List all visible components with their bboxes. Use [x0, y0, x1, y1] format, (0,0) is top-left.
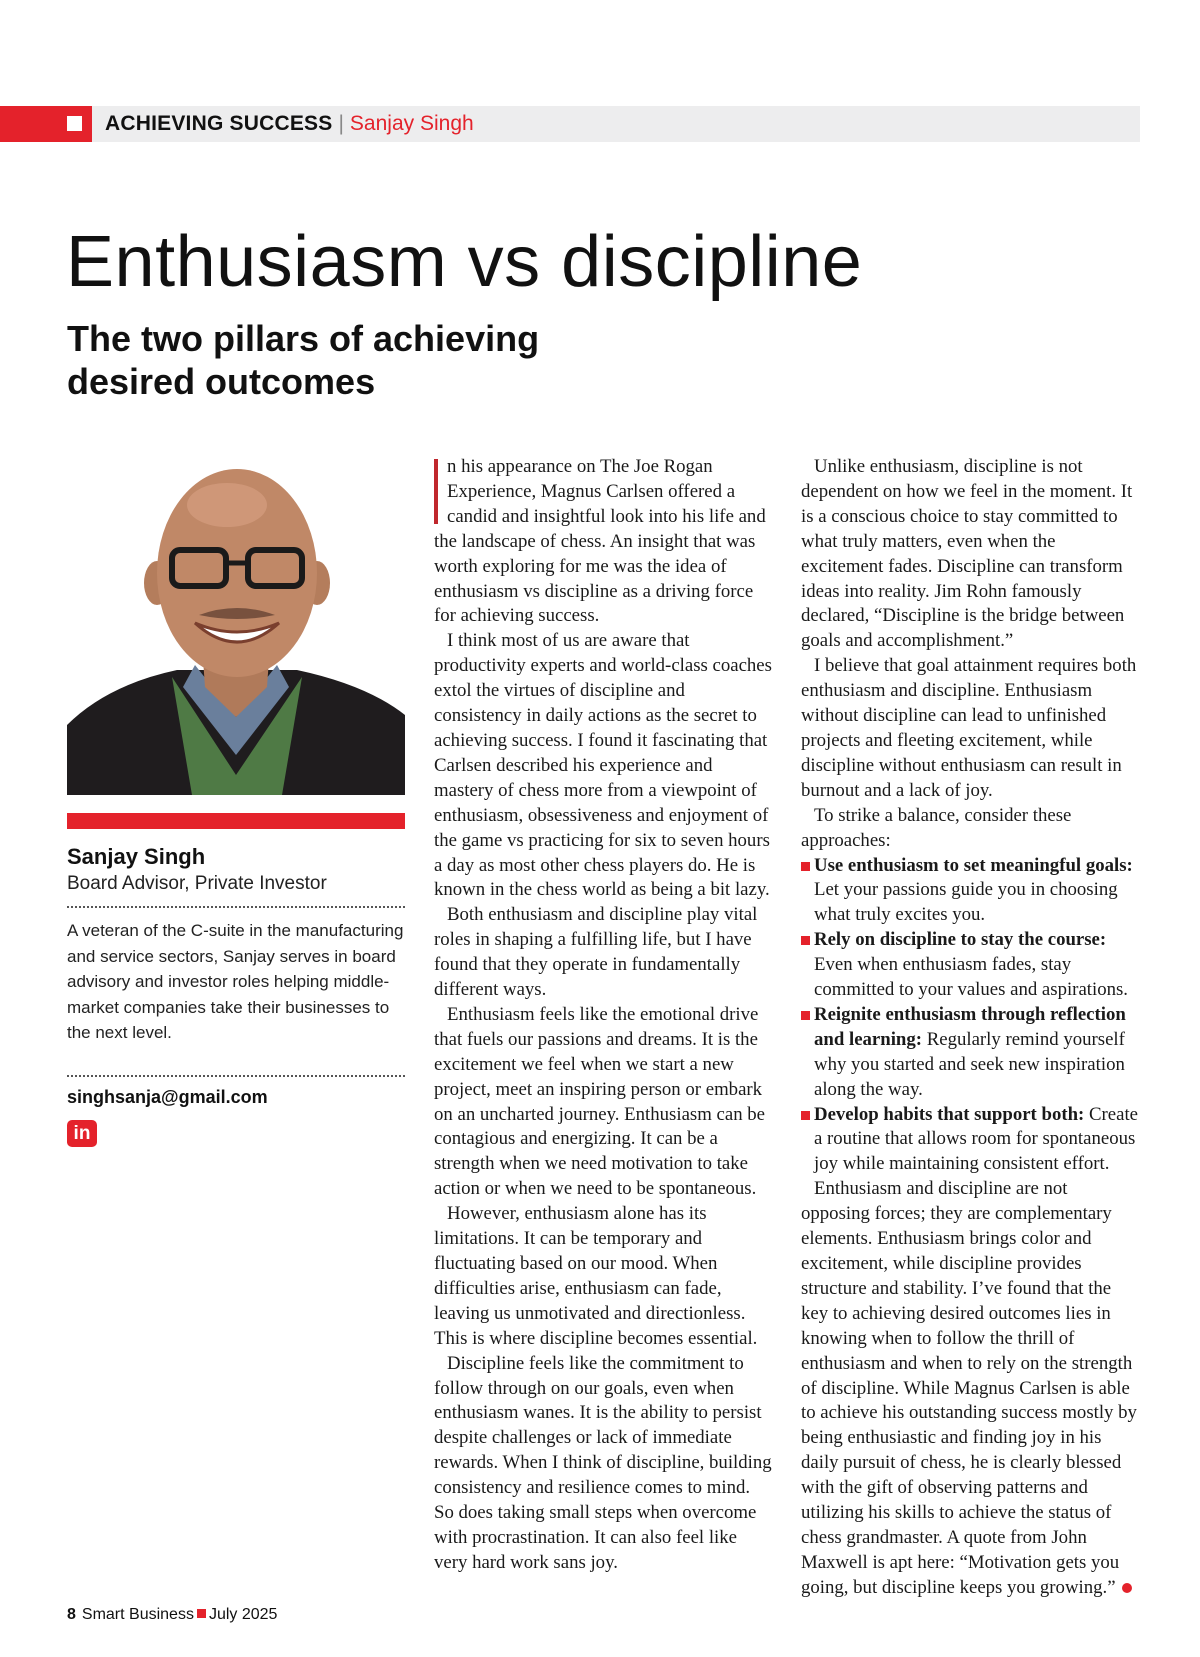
- article-paragraph: However, enthusiasm alone has its limitations. It can be temporary and fluctuating based on our mood. When difficulties arise, enthusiasm can fade, leaving us unmotivated and directionless. This is where discipline becomes essential.: [434, 1203, 758, 1349]
- bullet-item: Develop habits that support both: Create a routine that allows room for spontaneous joy while maintaining consistent effort.: [801, 1103, 1141, 1178]
- author-email-link[interactable]: singhsanja@gmail.com: [67, 1087, 268, 1107]
- issue-date: July 2025: [208, 1606, 278, 1623]
- article-paragraph: I think most of us are aware that productivity experts and world-class coaches extol the virtues of discipline and consistency in daily actions as the secret to achieving success. I found it fascinating that Carlsen described his experience and mastery of chess more from a viewpoint of enthusiasm, obsessiveness and enjoyment of the game vs practicing for six to seven hours a day as most other chess players do. He is known in the chess world as being a bit lazy.: [434, 630, 772, 901]
- drop-cap-bar: [434, 459, 438, 524]
- page-number: 8: [67, 1606, 76, 1623]
- article-column-right: [801, 455, 1141, 1601]
- header-separator: |: [338, 112, 344, 135]
- article-paragraph: Unlike enthusiasm, discipline is not dependent on how we feel in the moment. It is a conscious choice to stay committed to what truly matters, even when the excitement fades. Discipline can transform ideas into reality. Jim Rohn famously declared, “Discipline is the bridge between goals and accomplishment.”: [801, 456, 1133, 652]
- footer-square-icon: [197, 1609, 206, 1618]
- publication-name: Smart Business: [81, 1606, 194, 1623]
- header-author: Sanjay Singh: [349, 112, 474, 135]
- bullet-square-icon: [801, 1011, 810, 1020]
- author-photo: [67, 455, 405, 795]
- divider: [67, 906, 405, 908]
- article-paragraph: Enthusiasm and discipline are not opposing forces; they are complementary elements. Enthusiasm brings color and excitement, while discipline provides structure and stability. I’ve found that the key to achieving desired outcomes lies in knowing when to follow the thrill of enthusiasm and when to rely on the strength of discipline. While Magnus Carlsen is able to achieve his outstanding success mostly by being enthusiastic and finding joy in his daily pursuit of chess, he is clearly blessed with the gift of observing patterns and utilizing his skills to achieve the status of chess grandmaster. A quote from John Maxwell is apt here: “Motivation gets you going, but discipline keeps you growing.”: [801, 1178, 1137, 1598]
- portrait-photo-icon: [67, 455, 405, 795]
- article-paragraph: To strike a balance, consider these approaches:: [801, 804, 1072, 851]
- linkedin-icon[interactable]: in: [67, 1120, 97, 1147]
- bullet-item: Rely on discipline to stay the course: Even when enthusiasm fades, stay committed to your values and aspirations.: [801, 928, 1141, 1003]
- section-header: [105, 110, 474, 138]
- bullet-square-icon: [801, 862, 810, 871]
- bullet-square-icon: [801, 1111, 810, 1120]
- section-marker-icon: [67, 116, 82, 131]
- article-paragraph: n his appearance on The Joe Rogan Experience, Magnus Carlsen offered a candid and insightful look into his life and the landscape of chess. An insight that was worth exploring for me was the idea of enthusiasm vs discipline as a driving force for achieving success.: [434, 456, 766, 627]
- section-label: ACHIEVING SUCCESS: [105, 112, 333, 135]
- end-mark-icon: [1122, 1583, 1132, 1593]
- article-column-middle: [434, 455, 774, 1576]
- page-footer: [67, 1606, 277, 1624]
- bullet-item: Use enthusiasm to set meaningful goals: Let your passions guide you in choosing what truly excites you.: [801, 854, 1141, 929]
- author-name: Sanjay Singh: [67, 844, 206, 869]
- article-subtitle: The two pillars of achieving desired outcomes: [67, 318, 540, 402]
- author-bio: A veteran of the C-suite in the manufacturing and service sectors, Sanjay serves in board advisory and investor roles helping middle-market companies take their businesses to the next level.: [67, 921, 404, 1042]
- article-paragraph: I believe that goal attainment requires both enthusiasm and discipline. Enthusiasm without discipline can lead to unfinished projects and fleeting excitement, while discipline without enthusiasm can result in burnout and a lack of joy.: [801, 655, 1137, 801]
- author-role: Board Advisor, Private Investor: [67, 873, 327, 894]
- article-paragraph: Enthusiasm feels like the emotional drive that fuels our passions and dreams. It is the excitement we feel when we start a new project, meet an inspiring person or embark on an uncharted journey. Enthusiasm can be contagious and energizing. It can be a strength when we need motivation to take action or when we need to be spontaneous.: [434, 1003, 766, 1200]
- bullet-item: Reignite enthusiasm through reflection and learning: Regularly remind yourself why you started and seek new inspiration along the way.: [801, 1003, 1141, 1103]
- divider: [67, 1075, 405, 1077]
- article-paragraph: Both enthusiasm and discipline play vital roles in shaping a fulfilling life, but I have found that they operate in fundamentally different ways.: [434, 904, 758, 1001]
- author-photo-bar: [67, 813, 405, 829]
- bullet-square-icon: [801, 936, 810, 945]
- article-paragraph: Discipline feels like the commitment to follow through on our goals, even when enthusiasm wanes. It is the ability to persist despite challenges or lack of immediate rewards. When I think of discipline, building consistency and resilience comes to mind. So does taking small steps when overcome with procrastination. It can also feel like very hard work sans joy.: [434, 1352, 772, 1573]
- article-title: Enthusiasm vs discipline: [66, 222, 863, 302]
